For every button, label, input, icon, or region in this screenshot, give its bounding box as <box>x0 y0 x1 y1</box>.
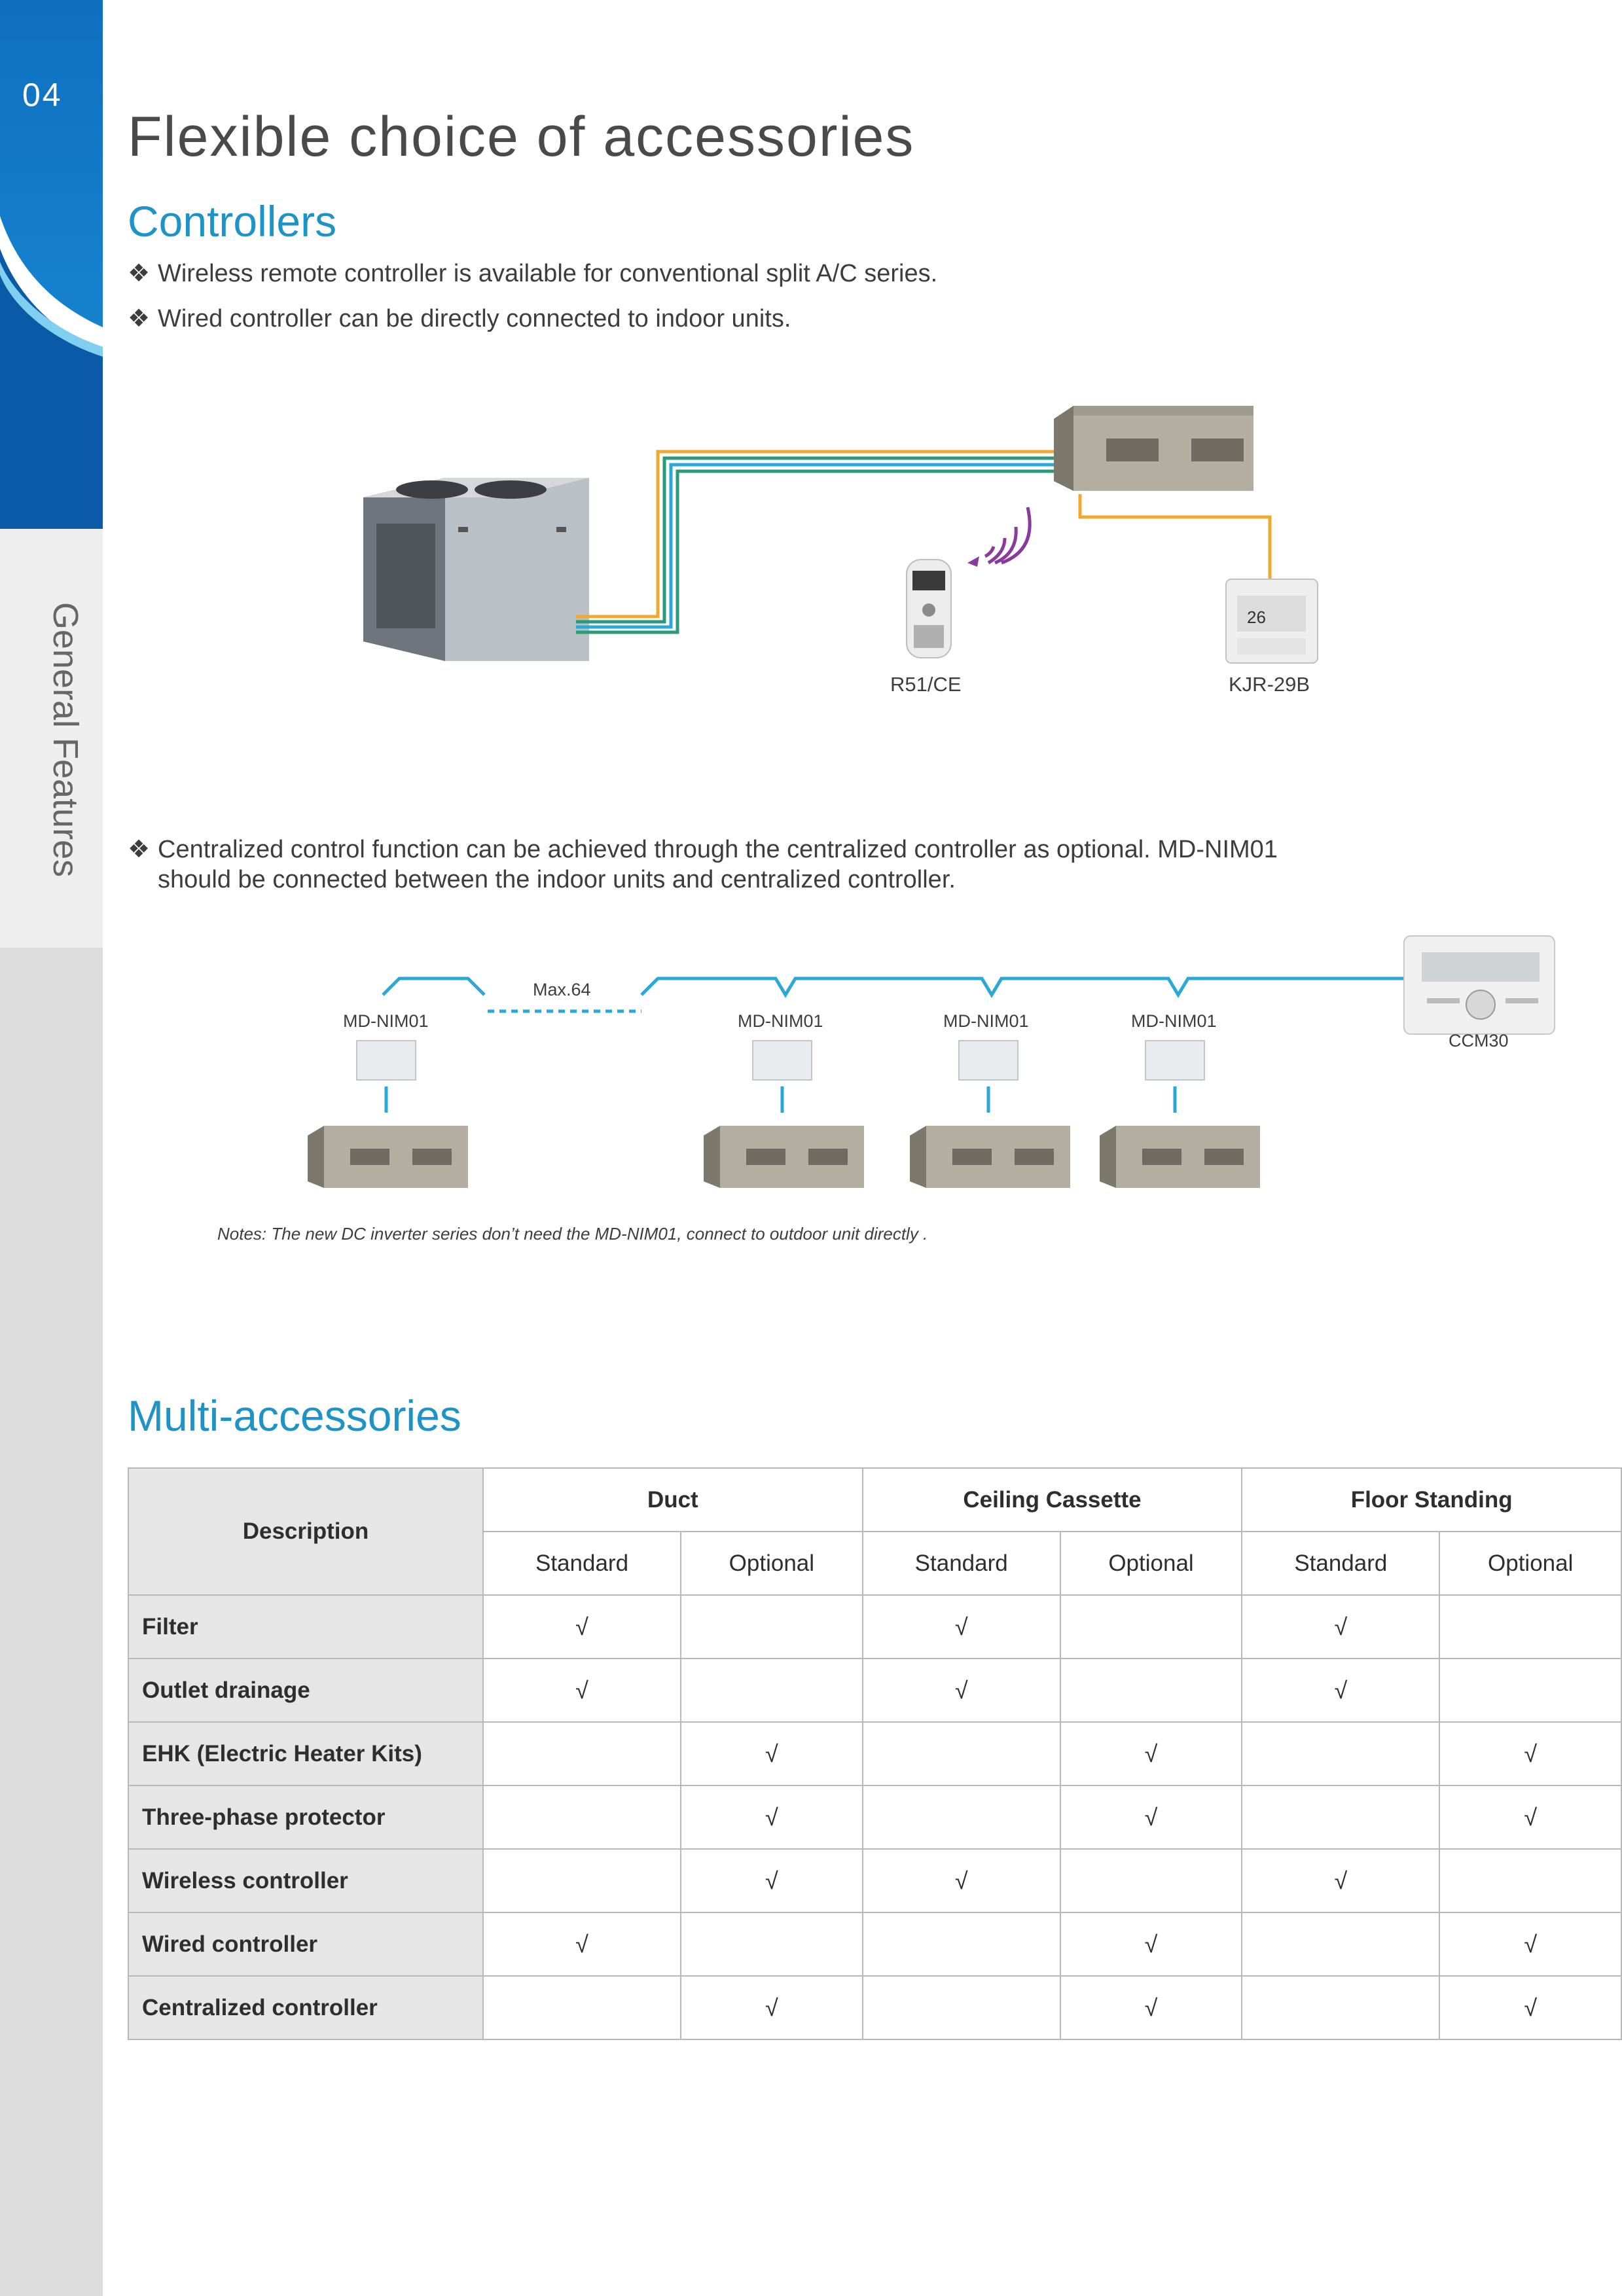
page-title: Flexible choice of accessories <box>128 105 915 168</box>
table-row <box>128 1785 1621 1849</box>
table-row <box>128 1659 1621 1722</box>
table-row <box>128 1722 1621 1785</box>
group-header-duct: Duct <box>483 1468 863 1532</box>
sidebar-section-label: General Features <box>46 601 85 878</box>
bullet-mark: ❖ <box>128 305 151 332</box>
check-cell <box>483 1976 681 2039</box>
check-cell <box>483 1849 681 1912</box>
check-cell: √ <box>483 1659 681 1722</box>
controllers-heading: Controllers <box>128 197 337 245</box>
lcd-temperature-reading: 26 <box>1247 607 1266 627</box>
check-cell <box>483 1722 681 1785</box>
check-cell: √ <box>681 1849 863 1912</box>
check-cell: √ <box>1060 1912 1242 1976</box>
row-label: EHK (Electric Heater Kits) <box>128 1722 483 1785</box>
wired-controller-label: KJR-29B <box>1229 673 1310 696</box>
subheader-cell: Optional <box>681 1532 863 1595</box>
bullet-text: Wireless remote controller is available for conventional split A/C series. <box>158 260 938 287</box>
subheader-cell: Standard <box>863 1532 1060 1595</box>
footnote: Notes: The new DC inverter series don’t need the MD-NIM01, connect to outdoor unit directly . <box>217 1224 928 1244</box>
check-cell <box>1242 1785 1439 1849</box>
central-controller-label: CCM30 <box>1449 1031 1509 1050</box>
nim-label: MD-NIM01 <box>343 1011 429 1031</box>
nim-module-image <box>1145 1041 1204 1113</box>
accessories-table <box>128 1467 1622 2040</box>
wireless-signal-icon <box>967 507 1030 567</box>
bullet-text-line-1: Centralized control function can be achieved through the centralized controller as optional. MD-NIM01 <box>158 836 1278 863</box>
check-cell: √ <box>681 1976 863 2039</box>
check-cell: √ <box>1439 1976 1621 2039</box>
indoor-duct-unit-image <box>704 1126 864 1188</box>
table-row <box>128 1912 1621 1976</box>
check-cell: √ <box>1242 1595 1439 1659</box>
nim-module-image <box>753 1041 812 1113</box>
table-row <box>128 1595 1621 1659</box>
check-cell: √ <box>1439 1785 1621 1849</box>
page-number: 04 <box>22 77 63 113</box>
check-cell: √ <box>681 1785 863 1849</box>
row-label: Three-phase protector <box>128 1785 483 1849</box>
nim-module-image <box>959 1041 1018 1113</box>
group-header-floor-standing: Floor Standing <box>1242 1468 1621 1532</box>
row-label: Outlet drainage <box>128 1659 483 1722</box>
max-units-label: Max.64 <box>533 980 591 999</box>
row-label: Wired controller <box>128 1912 483 1976</box>
nim-label: MD-NIM01 <box>1131 1011 1217 1031</box>
central-controller-image <box>1404 936 1555 1034</box>
controllers-bullet-2 <box>128 304 791 334</box>
check-cell <box>1242 1976 1439 2039</box>
check-cell: √ <box>1242 1849 1439 1912</box>
check-cell <box>1439 1849 1621 1912</box>
check-cell <box>863 1785 1060 1849</box>
check-cell <box>1439 1659 1621 1722</box>
check-cell <box>1242 1722 1439 1785</box>
check-cell: √ <box>863 1595 1060 1659</box>
centralized-diagram <box>0 923 1622 1224</box>
check-cell <box>681 1659 863 1722</box>
check-cell: √ <box>1060 1785 1242 1849</box>
check-cell: √ <box>1242 1659 1439 1722</box>
controllers-diagram <box>0 367 1622 825</box>
check-cell: √ <box>1060 1722 1242 1785</box>
group-header-ceiling-cassette: Ceiling Cassette <box>863 1468 1242 1532</box>
check-cell <box>863 1722 1060 1785</box>
check-cell: √ <box>1439 1912 1621 1976</box>
nim-label: MD-NIM01 <box>738 1011 823 1031</box>
outdoor-unit-image <box>363 478 589 661</box>
indoor-duct-unit-image <box>308 1126 468 1188</box>
check-cell: √ <box>681 1722 863 1785</box>
indoor-duct-unit-image <box>1054 406 1253 491</box>
bullet-mark: ❖ <box>128 836 151 863</box>
check-cell: √ <box>863 1849 1060 1912</box>
subheader-cell: Standard <box>483 1532 681 1595</box>
check-cell <box>1060 1659 1242 1722</box>
remote-controller-label: R51/CE <box>890 673 962 696</box>
check-cell <box>1439 1595 1621 1659</box>
row-label: Centralized controller <box>128 1976 483 2039</box>
check-cell <box>1060 1595 1242 1659</box>
table-row <box>128 1976 1621 2039</box>
check-cell <box>681 1912 863 1976</box>
check-cell <box>863 1976 1060 2039</box>
indoor-duct-unit-image <box>1100 1126 1260 1188</box>
subheader-cell: Optional <box>1060 1532 1242 1595</box>
subheader-cell: Standard <box>1242 1532 1439 1595</box>
centralized-bullet <box>128 834 1278 895</box>
bullet-mark: ❖ <box>128 260 151 287</box>
table-row <box>128 1849 1621 1912</box>
check-cell: √ <box>1060 1976 1242 2039</box>
wireless-remote-image <box>907 560 951 658</box>
row-label: Filter <box>128 1595 483 1659</box>
check-cell <box>863 1912 1060 1976</box>
check-cell: √ <box>863 1659 1060 1722</box>
indoor-duct-unit-image <box>910 1126 1070 1188</box>
subheader-cell: Optional <box>1439 1532 1621 1595</box>
wired-controller-image <box>1226 579 1318 663</box>
check-cell: √ <box>483 1595 681 1659</box>
bullet-text-line-2: should be connected between the indoor units and centralized controller. <box>158 866 956 893</box>
check-cell: √ <box>483 1912 681 1976</box>
check-cell <box>1242 1912 1439 1976</box>
check-cell: √ <box>1439 1722 1621 1785</box>
check-cell <box>483 1785 681 1849</box>
row-label: Wireless controller <box>128 1849 483 1912</box>
check-cell <box>1060 1849 1242 1912</box>
description-header: Description <box>128 1468 483 1595</box>
table-header-row <box>128 1468 1621 1532</box>
bullet-text: Wired controller can be directly connected to indoor units. <box>158 305 791 332</box>
controllers-bullet-1 <box>128 259 937 289</box>
check-cell <box>681 1595 863 1659</box>
nim-module-image <box>357 1041 416 1113</box>
nim-label: MD-NIM01 <box>943 1011 1029 1031</box>
multi-accessories-heading: Multi-accessories <box>128 1391 461 1440</box>
